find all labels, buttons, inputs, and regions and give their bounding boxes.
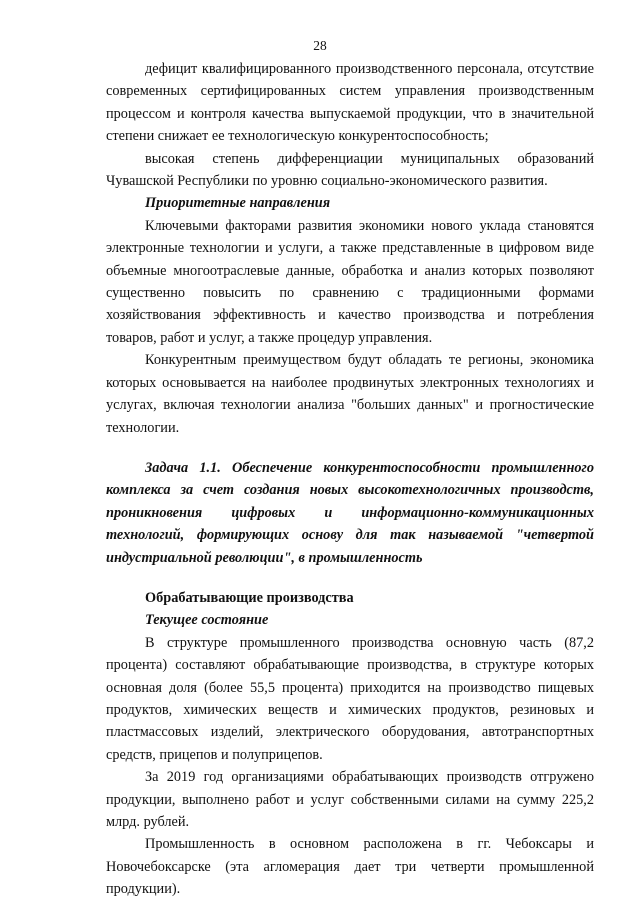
paragraph-structure: В структуре промышленного производства основную часть (87,2 процента) составляют обрабатывающие производства, в структуре которых основная доля (более 55,5 процента) приходится на производство пищевых продуктов, химических веществ и химических продуктов, резиновых и пластмассовых изделий, электрического оборудования, автотранспортных средств, прицепов и полуприцепов. — [106, 634, 594, 763]
paragraph-deficit: дефицит квалифицированного производственного персонала, отсутствие современных сертифицированных систем управления производственным процессом и контроля качества выпускаемой продукции, что в значительной степени снижает ее технологическую конкурентоспособность; — [106, 61, 594, 145]
paragraph-differentiation: высокая степень дифференциации муниципальных образований Чувашской Республики по уровню социально-экономического развития. — [106, 150, 594, 190]
paragraph-location: Промышленность в основном расположена в гг. Чебоксары и Новочебоксарске (эта агломерация дает три четверти промышленной продукции). — [106, 836, 594, 898]
page-number: 28 — [313, 38, 327, 53]
task-heading: Задача 1.1. Обеспечение конкурентоспособности промышленного комплекса за счет создания новых высокотехнологичных производств, проникновения цифровых и информационно-коммуникационных технологий, формирующих основу для так называемой "четвертой индустриальной революции", в промышленность — [106, 459, 594, 566]
heading-manufacturing: Обрабатывающие производства — [145, 589, 354, 606]
spacer — [106, 569, 594, 587]
heading-current-state: Текущее состояние — [145, 612, 269, 629]
page-content — [106, 58, 594, 901]
paragraph-key-factors: Ключевыми факторами развития экономики нового уклада становятся электронные технологии и услуги, а также представленные в цифровом виде объемные многоотраслевые данные, обработка и анализ которых позволяют существенно повысить по сравнению с традиционными формами хозяйствования эффективность и качество производства и потребления товаров, работ и услуг, а также процедур управления. — [106, 217, 594, 346]
paragraph-shipments-2019: За 2019 год организациями обрабатывающих производств отгружено продукции, выполнено работ и услуг собственными силами на сумму 225,2 млрд. рублей. — [106, 769, 594, 830]
paragraph-competitive-advantage: Конкурентным преимуществом будут обладать те регионы, экономика которых основывается на наиболее продвинутых электронных технологиях и услугах, включая технологии анализа "больших данных" и прогностические технологии. — [106, 352, 594, 436]
spacer — [106, 439, 594, 457]
heading-priority-directions: Приоритетные направления — [145, 195, 331, 212]
